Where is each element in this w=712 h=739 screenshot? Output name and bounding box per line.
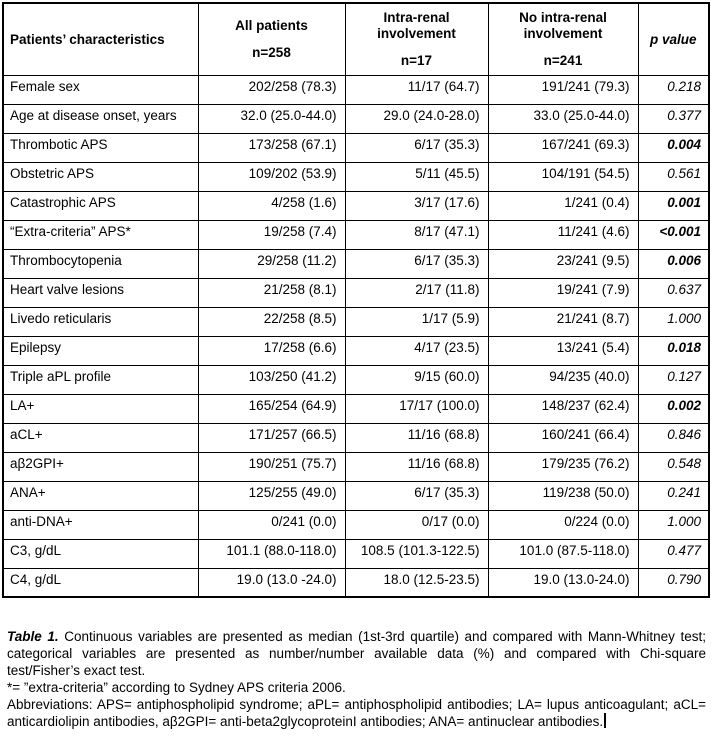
table-row <box>3 510 709 539</box>
row-label: Female sex <box>3 75 198 104</box>
all-patients-value: 19/258 (7.4) <box>198 220 345 249</box>
header-all-patients <box>198 3 345 75</box>
all-patients-value: 22/258 (8.5) <box>198 307 345 336</box>
intra-renal-value: 9/15 (60.0) <box>345 365 488 394</box>
no-intra-renal-value: 1/241 (0.4) <box>488 191 638 220</box>
no-intra-renal-value: 19/241 (7.9) <box>488 278 638 307</box>
row-label: C3, g/dL <box>3 539 198 568</box>
intra-renal-value: 18.0 (12.5-23.5) <box>345 568 488 597</box>
all-patients-value: 29/258 (11.2) <box>198 249 345 278</box>
header-no-intra-renal <box>488 3 638 75</box>
intra-renal-value: 11/17 (64.7) <box>345 75 488 104</box>
row-label: Triple aPL profile <box>3 365 198 394</box>
table-row <box>3 104 709 133</box>
no-intra-renal-value: 104/191 (54.5) <box>488 162 638 191</box>
no-intra-renal-value: 160/241 (66.4) <box>488 423 638 452</box>
p-value: 0.218 <box>638 75 709 104</box>
no-intra-renal-value: 148/237 (62.4) <box>488 394 638 423</box>
header-no-intra-renal-title: No intra-renal involvement <box>519 10 607 42</box>
all-patients-value: 173/258 (67.1) <box>198 133 345 162</box>
intra-renal-value: 0/17 (0.0) <box>345 510 488 539</box>
intra-renal-value: 17/17 (100.0) <box>345 394 488 423</box>
intra-renal-value: 2/17 (11.8) <box>345 278 488 307</box>
no-intra-renal-value: 0/224 (0.0) <box>488 510 638 539</box>
p-value: 0.002 <box>638 394 709 423</box>
p-value: 0.377 <box>638 104 709 133</box>
intra-renal-value: 11/16 (68.8) <box>345 423 488 452</box>
header-all-patients-n: n=258 <box>252 45 291 61</box>
row-label: C4, g/dL <box>3 568 198 597</box>
no-intra-renal-value: 101.0 (87.5-118.0) <box>488 539 638 568</box>
row-label: Obstetric APS <box>3 162 198 191</box>
intra-renal-value: 6/17 (35.3) <box>345 481 488 510</box>
table-row <box>3 365 709 394</box>
all-patients-value: 17/258 (6.6) <box>198 336 345 365</box>
all-patients-value: 171/257 (66.5) <box>198 423 345 452</box>
row-label: aβ2GPI+ <box>3 452 198 481</box>
table-row <box>3 568 709 597</box>
table-row <box>3 539 709 568</box>
intra-renal-value: 3/17 (17.6) <box>345 191 488 220</box>
table-row <box>3 336 709 365</box>
no-intra-renal-value: 21/241 (8.7) <box>488 307 638 336</box>
p-value: <0.001 <box>638 220 709 249</box>
table-row <box>3 394 709 423</box>
table-caption-label: Table 1. <box>7 629 59 644</box>
intra-renal-value: 1/17 (5.9) <box>345 307 488 336</box>
table-row <box>3 307 709 336</box>
p-value: 1.000 <box>638 307 709 336</box>
header-row <box>3 3 709 75</box>
p-value: 0.018 <box>638 336 709 365</box>
header-intra-renal-n: n=17 <box>400 53 433 69</box>
intra-renal-value: 6/17 (35.3) <box>345 249 488 278</box>
p-value: 0.127 <box>638 365 709 394</box>
p-value: 0.846 <box>638 423 709 452</box>
all-patients-value: 109/202 (53.9) <box>198 162 345 191</box>
table-notes <box>7 628 706 730</box>
intra-renal-value: 4/17 (23.5) <box>345 336 488 365</box>
no-intra-renal-value: 94/235 (40.0) <box>488 365 638 394</box>
all-patients-value: 125/255 (49.0) <box>198 481 345 510</box>
all-patients-value: 4/258 (1.6) <box>198 191 345 220</box>
no-intra-renal-value: 179/235 (76.2) <box>488 452 638 481</box>
table-row <box>3 249 709 278</box>
no-intra-renal-value: 13/241 (5.4) <box>488 336 638 365</box>
all-patients-value: 0/241 (0.0) <box>198 510 345 539</box>
table-row <box>3 220 709 249</box>
document-page <box>0 2 712 739</box>
table-row <box>3 133 709 162</box>
row-label: Catastrophic APS <box>3 191 198 220</box>
all-patients-value: 165/254 (64.9) <box>198 394 345 423</box>
no-intra-renal-value: 191/241 (79.3) <box>488 75 638 104</box>
row-label: anti-DNA+ <box>3 510 198 539</box>
p-value: 0.241 <box>638 481 709 510</box>
row-label: LA+ <box>3 394 198 423</box>
header-intra-renal <box>345 3 488 75</box>
header-intra-renal-title: Intra-renal involvement <box>377 10 456 42</box>
all-patients-value: 32.0 (25.0-44.0) <box>198 104 345 133</box>
row-label: Heart valve lesions <box>3 278 198 307</box>
intra-renal-value: 108.5 (101.3-122.5) <box>345 539 488 568</box>
no-intra-renal-value: 33.0 (25.0-44.0) <box>488 104 638 133</box>
row-label: Age at disease onset, years <box>3 104 198 133</box>
no-intra-renal-value: 23/241 (9.5) <box>488 249 638 278</box>
all-patients-value: 21/258 (8.1) <box>198 278 345 307</box>
intra-renal-value: 6/17 (35.3) <box>345 133 488 162</box>
row-label: aCL+ <box>3 423 198 452</box>
header-no-intra-renal-n: n=241 <box>543 53 583 69</box>
table-row <box>3 162 709 191</box>
table-caption <box>7 628 706 679</box>
p-value: 0.637 <box>638 278 709 307</box>
all-patients-value: 202/258 (78.3) <box>198 75 345 104</box>
p-value: 0.001 <box>638 191 709 220</box>
row-label: Thrombotic APS <box>3 133 198 162</box>
table-header <box>3 3 709 75</box>
row-label: Thrombocytopenia <box>3 249 198 278</box>
p-value: 0.548 <box>638 452 709 481</box>
table-row <box>3 75 709 104</box>
intra-renal-value: 8/17 (47.1) <box>345 220 488 249</box>
p-value: 0.561 <box>638 162 709 191</box>
row-label: Epilepsy <box>3 336 198 365</box>
table-row <box>3 481 709 510</box>
table-caption-text: Continuous variables are presented as median (1st-3rd quartile) and compared with Mann-Whitney test; categorical variables are presented as number/number available data (%) and compared with Chi-square test/Fisher’s exact test. <box>7 629 706 678</box>
row-label: ANA+ <box>3 481 198 510</box>
header-characteristics: Patients’ characteristics <box>3 3 198 75</box>
all-patients-value: 19.0 (13.0 -24.0) <box>198 568 345 597</box>
p-value: 0.477 <box>638 539 709 568</box>
all-patients-value: 101.1 (88.0-118.0) <box>198 539 345 568</box>
intra-renal-value: 5/11 (45.5) <box>345 162 488 191</box>
table-row <box>3 278 709 307</box>
table-body <box>3 75 709 597</box>
p-value: 0.006 <box>638 249 709 278</box>
table-row <box>3 191 709 220</box>
row-label: “Extra-criteria” APS* <box>3 220 198 249</box>
header-p-value: p value <box>638 3 709 75</box>
table-row <box>3 423 709 452</box>
patient-characteristics-table <box>2 2 710 598</box>
abbreviations-note <box>7 696 706 730</box>
p-value: 0.004 <box>638 133 709 162</box>
asterisk-note: *= ”extra-criteria” according to Sydney APS criteria 2006. <box>7 680 346 695</box>
no-intra-renal-value: 167/241 (69.3) <box>488 133 638 162</box>
row-label: Livedo reticularis <box>3 307 198 336</box>
p-value: 1.000 <box>638 510 709 539</box>
header-all-patients-title: All patients <box>235 18 308 34</box>
abbreviations-text: Abbreviations: APS= antiphospholipid syndrome; aPL= antiphospholipid antibodies; LA= lupus anticoagulant; aCL= anticardiolipin antibodies, aβ2GPI= anti-beta2glycoproteinI antibodies; ANA= antinuclear antibodies. <box>7 697 706 729</box>
no-intra-renal-value: 19.0 (13.0-24.0) <box>488 568 638 597</box>
p-value: 0.790 <box>638 568 709 597</box>
all-patients-value: 103/250 (41.2) <box>198 365 345 394</box>
table-row <box>3 452 709 481</box>
no-intra-renal-value: 119/238 (50.0) <box>488 481 638 510</box>
no-intra-renal-value: 11/241 (4.6) <box>488 220 638 249</box>
text-cursor <box>604 713 606 728</box>
intra-renal-value: 11/16 (68.8) <box>345 452 488 481</box>
intra-renal-value: 29.0 (24.0-28.0) <box>345 104 488 133</box>
all-patients-value: 190/251 (75.7) <box>198 452 345 481</box>
